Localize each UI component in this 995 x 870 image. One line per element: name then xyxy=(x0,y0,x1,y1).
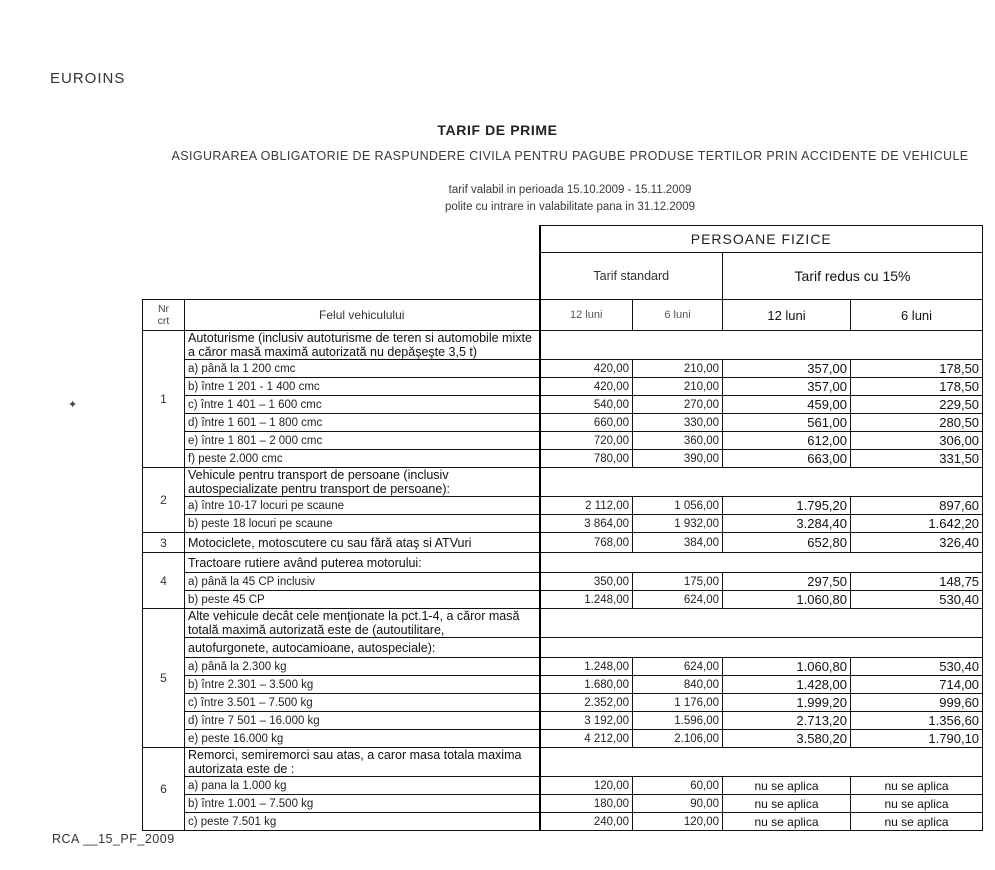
price-reduced-6: 148,75 xyxy=(851,573,983,591)
price-reduced-6: 530,40 xyxy=(851,591,983,609)
table-row xyxy=(143,638,983,658)
price-reduced-12: 1.795,20 xyxy=(723,497,851,515)
price-standard-6: 1.596,00 xyxy=(633,712,723,730)
price-standard-12: 1.248,00 xyxy=(540,658,633,676)
price-reduced-6: 331,50 xyxy=(851,450,983,468)
table-row xyxy=(143,591,983,609)
price-reduced-12: 357,00 xyxy=(723,360,851,378)
price-standard-6: 175,00 xyxy=(633,573,723,591)
category-label: Alte vehicule decât cele menţionate la pct.1-4, a căror masă totală maximă autorizată este de (autoutilitare, xyxy=(185,609,540,638)
row-number: 1 xyxy=(143,331,185,468)
vehicle-description: a) până la 45 CP inclusiv xyxy=(185,573,540,591)
price-standard-6: 210,00 xyxy=(633,360,723,378)
category-label: Tractoare rutiere având puterea motorului: xyxy=(185,553,540,573)
header-nr-line1: Nr xyxy=(157,303,170,315)
price-standard-6: 1 932,00 xyxy=(633,515,723,533)
price-standard-6: 624,00 xyxy=(633,658,723,676)
price-reduced-12: 3.284,40 xyxy=(723,515,851,533)
vehicle-description: a) între 10-17 locuri pe scaune xyxy=(185,497,540,515)
price-reduced-12: nu se aplica xyxy=(723,795,851,813)
price-reduced-6: nu se aplica xyxy=(851,813,983,831)
table-row xyxy=(143,553,983,573)
header-felul-vehiculului: Felul vehiculului xyxy=(185,300,540,331)
row-number: 6 xyxy=(143,748,185,831)
row-number: 4 xyxy=(143,553,185,609)
price-standard-12: 3 192,00 xyxy=(540,712,633,730)
price-standard-12: 720,00 xyxy=(540,432,633,450)
vehicle-description: b) între 2.301 – 3.500 kg xyxy=(185,676,540,694)
table-row xyxy=(143,515,983,533)
category-label: Autoturisme (inclusiv autoturisme de teren si automobile mixte a căror masă maximă autorizată nu depăşeşte 3,5 t) xyxy=(185,331,540,360)
table-row xyxy=(143,748,983,777)
price-reduced-12: 663,00 xyxy=(723,450,851,468)
header-persoane-fizice: PERSOANE FIZICE xyxy=(540,226,983,253)
category-empty-cells xyxy=(540,748,983,777)
table-row xyxy=(143,414,983,432)
price-reduced-6: 178,50 xyxy=(851,360,983,378)
document-subtitle: ASIGURAREA OBLIGATORIE DE RASPUNDERE CIVILA PENTRU PAGUBE PRODUSE TERTILOR PRIN ACCIDENTE DE VEHICULE xyxy=(171,149,969,163)
category-empty-cells xyxy=(540,331,983,360)
category-label: Motociclete, motoscutere cu sau fără ataş si ATVuri xyxy=(185,533,540,553)
price-standard-12: 2 112,00 xyxy=(540,497,633,515)
price-standard-12: 3 864,00 xyxy=(540,515,633,533)
price-reduced-6: 1.356,60 xyxy=(851,712,983,730)
price-reduced-6: 530,40 xyxy=(851,658,983,676)
table-row xyxy=(143,360,983,378)
header-std-6: 6 luni xyxy=(633,300,723,331)
tariff-table xyxy=(142,225,983,831)
table-header-row-group xyxy=(143,226,983,253)
price-reduced-6: 326,40 xyxy=(851,533,983,553)
table-row xyxy=(143,378,983,396)
margin-mark-icon: ✦ xyxy=(68,399,78,411)
price-standard-12: 350,00 xyxy=(540,573,633,591)
price-reduced-6: nu se aplica xyxy=(851,777,983,795)
table-row xyxy=(143,497,983,515)
header-tarif-standard: Tarif standard xyxy=(540,253,723,300)
price-standard-6: 1 176,00 xyxy=(633,694,723,712)
price-reduced-12: 1.428,00 xyxy=(723,676,851,694)
table-header-row-tariffs xyxy=(143,253,983,300)
table-row xyxy=(143,777,983,795)
table-row xyxy=(143,609,983,638)
price-standard-6: 210,00 xyxy=(633,378,723,396)
table-row xyxy=(143,712,983,730)
price-reduced-6: 714,00 xyxy=(851,676,983,694)
price-standard-6: 90,00 xyxy=(633,795,723,813)
validity-note: polite cu intrare in valabilitate pana in 31.12.2009 xyxy=(445,201,695,213)
category-empty-cells xyxy=(540,468,983,497)
price-reduced-12: 561,00 xyxy=(723,414,851,432)
price-reduced-6: 306,00 xyxy=(851,432,983,450)
header-nr-crt xyxy=(143,300,185,331)
vehicle-description: b) între 1 201 - 1 400 cmc xyxy=(185,378,540,396)
price-reduced-12: nu se aplica xyxy=(723,777,851,795)
price-standard-12: 660,00 xyxy=(540,414,633,432)
price-reduced-12: 1.060,80 xyxy=(723,591,851,609)
table-row xyxy=(143,573,983,591)
price-standard-12: 2.352,00 xyxy=(540,694,633,712)
price-standard-12: 420,00 xyxy=(540,360,633,378)
price-standard-6: 384,00 xyxy=(633,533,723,553)
price-reduced-6: nu se aplica xyxy=(851,795,983,813)
price-reduced-12: 357,00 xyxy=(723,378,851,396)
vehicle-description: e) peste 16.000 kg xyxy=(185,730,540,748)
table-row xyxy=(143,396,983,414)
vehicle-description: a) până la 2.300 kg xyxy=(185,658,540,676)
price-standard-6: 840,00 xyxy=(633,676,723,694)
price-standard-6: 270,00 xyxy=(633,396,723,414)
footer-code: RCA __15_PF_2009 xyxy=(52,832,175,846)
price-standard-6: 60,00 xyxy=(633,777,723,795)
vehicle-description: c) între 3.501 – 7.500 kg xyxy=(185,694,540,712)
tariff-table-body xyxy=(143,331,983,831)
table-header-row-columns xyxy=(143,300,983,331)
table-row xyxy=(143,795,983,813)
price-standard-6: 390,00 xyxy=(633,450,723,468)
price-standard-12: 1.680,00 xyxy=(540,676,633,694)
vehicle-description: f) peste 2.000 cmc xyxy=(185,450,540,468)
table-row xyxy=(143,533,983,553)
vehicle-description: c) peste 7.501 kg xyxy=(185,813,540,831)
price-standard-12: 768,00 xyxy=(540,533,633,553)
category-label: Remorci, semiremorci sau atas, a caror masa totala maxima autorizata este de : xyxy=(185,748,540,777)
price-reduced-6: 229,50 xyxy=(851,396,983,414)
header-spacer-nr-2 xyxy=(143,253,185,300)
vehicle-description: d) între 7 501 – 16.000 kg xyxy=(185,712,540,730)
validity-period: tarif valabil in perioada 15.10.2009 - 15.11.2009 xyxy=(448,184,692,196)
page-title: TARIF DE PRIME xyxy=(437,122,558,138)
row-number: 3 xyxy=(143,533,185,553)
vehicle-description: d) între 1 601 – 1 800 cmc xyxy=(185,414,540,432)
category-empty-cells xyxy=(540,553,983,573)
table-row xyxy=(143,432,983,450)
table-row xyxy=(143,331,983,360)
header-spacer-nr xyxy=(143,226,185,253)
table-row xyxy=(143,450,983,468)
price-standard-6: 360,00 xyxy=(633,432,723,450)
table-row xyxy=(143,813,983,831)
price-reduced-12: 2.713,20 xyxy=(723,712,851,730)
row-number: 5 xyxy=(143,609,185,748)
price-reduced-12: 297,50 xyxy=(723,573,851,591)
price-reduced-6: 1.642,20 xyxy=(851,515,983,533)
header-red-12: 12 luni xyxy=(723,300,851,331)
category-empty-cells xyxy=(540,638,983,658)
vehicle-description: e) între 1 801 – 2 000 cmc xyxy=(185,432,540,450)
price-reduced-6: 1.790,10 xyxy=(851,730,983,748)
table-row xyxy=(143,730,983,748)
price-standard-6: 120,00 xyxy=(633,813,723,831)
price-reduced-12: 612,00 xyxy=(723,432,851,450)
price-reduced-6: 178,50 xyxy=(851,378,983,396)
table-row xyxy=(143,694,983,712)
price-standard-6: 1 056,00 xyxy=(633,497,723,515)
vehicle-description: b) peste 18 locuri pe scaune xyxy=(185,515,540,533)
price-reduced-12: 459,00 xyxy=(723,396,851,414)
vehicle-description: a) pana la 1.000 kg xyxy=(185,777,540,795)
table-row xyxy=(143,658,983,676)
price-standard-12: 4 212,00 xyxy=(540,730,633,748)
price-reduced-12: 3.580,20 xyxy=(723,730,851,748)
header-red-6: 6 luni xyxy=(851,300,983,331)
company-logo-text: EUROINS xyxy=(50,70,126,87)
price-standard-12: 540,00 xyxy=(540,396,633,414)
category-label-continued: autofurgonete, autocamioane, autospeciale): xyxy=(185,638,540,658)
vehicle-description: a) până la 1 200 cmc xyxy=(185,360,540,378)
header-spacer-desc-2 xyxy=(185,253,540,300)
vehicle-description: c) între 1 401 – 1 600 cmc xyxy=(185,396,540,414)
price-standard-6: 2.106,00 xyxy=(633,730,723,748)
price-standard-12: 780,00 xyxy=(540,450,633,468)
price-reduced-6: 897,60 xyxy=(851,497,983,515)
vehicle-description: b) între 1.001 – 7.500 kg xyxy=(185,795,540,813)
price-standard-12: 1.248,00 xyxy=(540,591,633,609)
header-tarif-redus: Tarif redus cu 15% xyxy=(723,253,983,300)
category-empty-cells xyxy=(540,609,983,638)
price-standard-12: 240,00 xyxy=(540,813,633,831)
table-row xyxy=(143,468,983,497)
vehicle-description: b) peste 45 CP xyxy=(185,591,540,609)
header-nr-line2: crt xyxy=(157,315,170,327)
price-standard-6: 330,00 xyxy=(633,414,723,432)
price-standard-12: 120,00 xyxy=(540,777,633,795)
category-label: Vehicule pentru transport de persoane (inclusiv autospecializate pentru transport de persoane): xyxy=(185,468,540,497)
row-number: 2 xyxy=(143,468,185,533)
header-spacer-desc xyxy=(185,226,540,253)
price-reduced-12: 1.999,20 xyxy=(723,694,851,712)
header-std-12: 12 luni xyxy=(540,300,633,331)
price-standard-6: 624,00 xyxy=(633,591,723,609)
price-reduced-12: 1.060,80 xyxy=(723,658,851,676)
price-reduced-6: 999,60 xyxy=(851,694,983,712)
table-row xyxy=(143,676,983,694)
price-reduced-12: 652,80 xyxy=(723,533,851,553)
price-reduced-12: nu se aplica xyxy=(723,813,851,831)
price-reduced-6: 280,50 xyxy=(851,414,983,432)
price-standard-12: 420,00 xyxy=(540,378,633,396)
price-standard-12: 180,00 xyxy=(540,795,633,813)
